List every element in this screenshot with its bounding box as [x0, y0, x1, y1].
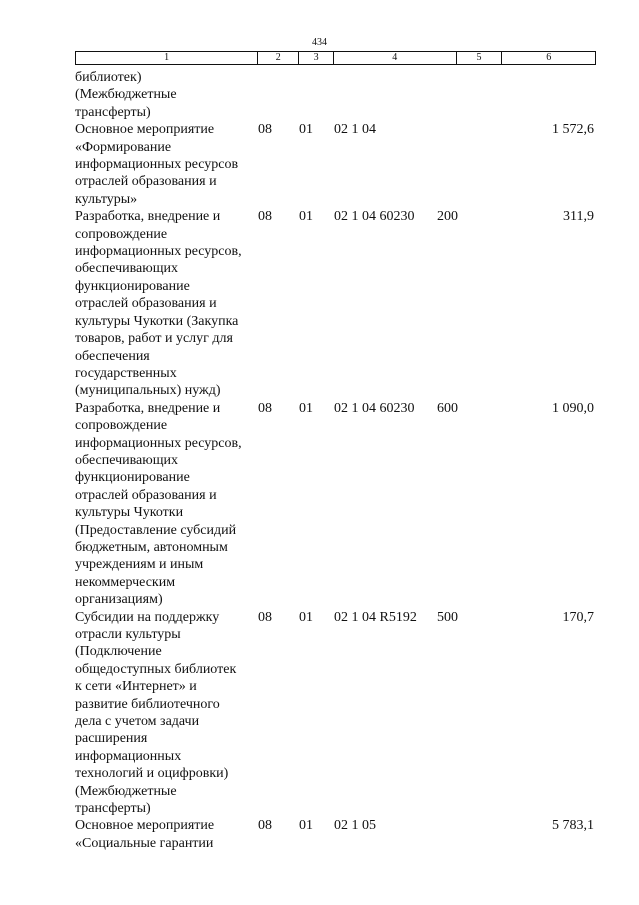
row-expense-type [437, 121, 483, 208]
row-description: Разработка, внедрение и сопровождение информационных ресурсов, обеспечивающих функционирование отраслей образования и культуры Чукотки (Закупка товаров, работ и услуг для обеспечения государственных (муниципальных) нужд) [75, 209, 242, 399]
header-col-2: 2 [258, 52, 299, 64]
table-row [75, 121, 596, 208]
table-row [75, 609, 596, 818]
row-expense-type: 600 [437, 400, 458, 416]
table-header [75, 51, 596, 65]
row-section: 08 [258, 209, 272, 225]
row-subsection: 01 [299, 609, 313, 625]
row-description: Субсидии на поддержку отрасли культуры (Подключение общедоступных библиотек к сети «Интернет» и развитие библиотечного дела с учетом задачи расширения информационных технологий и оцифровки) (Межбюджетные трансферты) [75, 609, 237, 817]
row-section: 08 [258, 122, 272, 138]
header-col-5: 5 [457, 52, 503, 64]
header-col-1: 1 [76, 52, 258, 64]
header-col-4: 4 [334, 52, 457, 64]
row-subsection [299, 69, 334, 121]
table-row [75, 208, 596, 399]
row-subsection: 01 [299, 400, 313, 416]
row-amount: 311,9 [563, 209, 594, 225]
table-row [75, 817, 596, 852]
header-col-3: 3 [299, 52, 334, 64]
header-col-6: 6 [546, 52, 552, 63]
row-target-code: 02 1 05 [334, 818, 376, 834]
row-expense-type: 500 [437, 609, 458, 625]
row-subsection: 01 [299, 209, 313, 225]
row-amount: 5 783,1 [552, 818, 594, 834]
row-description: Разработка, внедрение и сопровождение информационных ресурсов, обеспечивающих функционирование отраслей образования и культуры Чукотки (Предоставление субсидий бюджетным, автономным учреждениям и иным некоммерческим организациям) [75, 400, 242, 608]
row-description: Основное мероприятие «Формирование информационных ресурсов отраслей образования и культуры» [75, 122, 239, 207]
row-amount: 1 572,6 [552, 122, 594, 138]
row-section [258, 69, 299, 121]
row-section: 08 [258, 609, 272, 625]
row-target-code: 02 1 04 R5192 [334, 609, 417, 625]
row-expense-type: 200 [437, 209, 458, 225]
row-target-code: 02 1 04 60230 [334, 400, 415, 416]
row-amount: 1 090,0 [552, 400, 594, 416]
row-subsection: 01 [299, 818, 313, 834]
row-description: библиотек) (Межбюджетные трансферты) [75, 70, 177, 120]
row-amount: 170,7 [562, 609, 594, 625]
row-expense-type [437, 69, 483, 121]
row-section: 08 [258, 818, 272, 834]
table-body [75, 69, 596, 852]
row-description: Основное мероприятие «Социальные гарантии [75, 818, 215, 851]
row-target-code: 02 1 04 [334, 122, 376, 138]
table-row [75, 69, 596, 121]
row-subsection: 01 [299, 122, 313, 138]
page-number: 434 [312, 37, 327, 48]
row-target-code: 02 1 04 60230 [334, 209, 415, 225]
row-amount [483, 69, 596, 121]
row-expense-type [437, 817, 483, 852]
row-section: 08 [258, 400, 272, 416]
row-target-code [334, 69, 437, 121]
table-row [75, 400, 596, 609]
